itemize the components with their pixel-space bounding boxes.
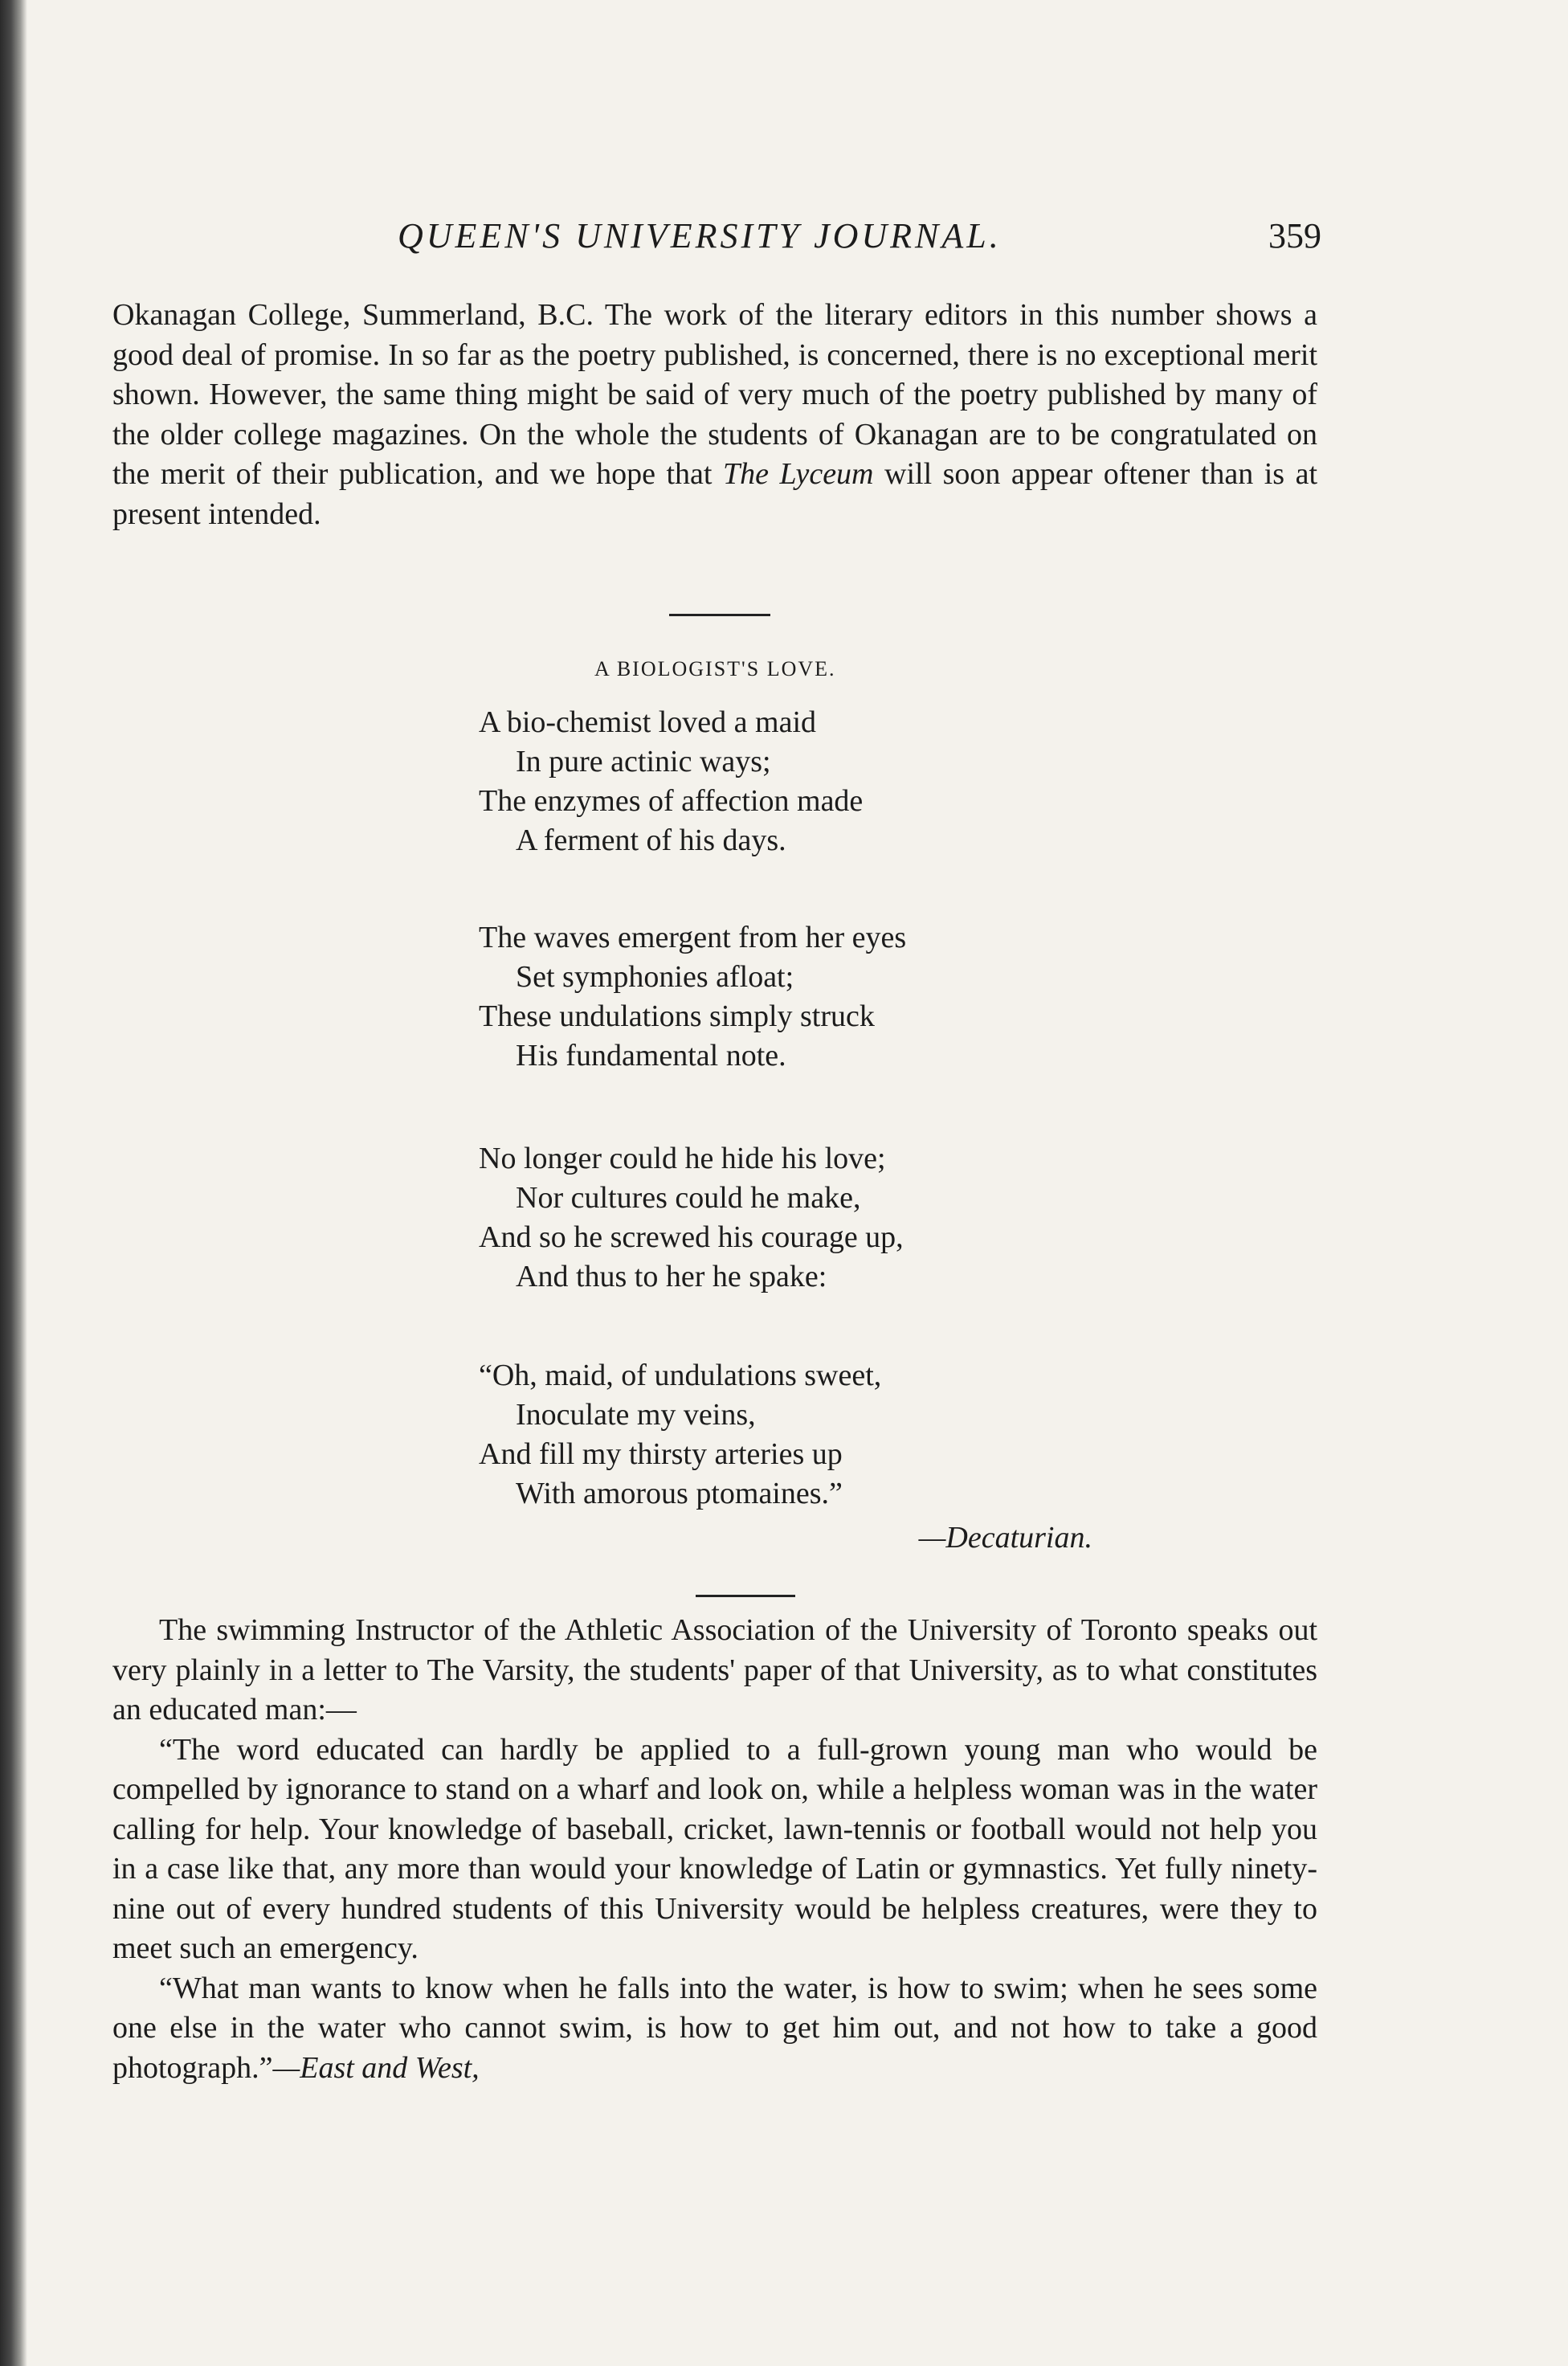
section-divider [669, 614, 770, 616]
poem-stanza [479, 918, 906, 1076]
poem-stanza [479, 703, 863, 860]
article-quote: “What man wants to know when he falls into the water, is how to swim; when he sees some one else in the water who cannot swim, is how to get him out, and not how to take a good photograph.” [112, 1971, 1317, 2085]
intro-text-after: will soon appear oftener than is at present intended. [112, 457, 1318, 531]
section-divider [696, 1595, 795, 1597]
poem-line: Nor cultures could he make, [516, 1181, 861, 1215]
poem-line: No longer could he hide his love; [479, 1142, 886, 1175]
poem-line: Set symphonies afloat; [516, 960, 794, 994]
poem-title: A BIOLOGIST'S LOVE. [594, 657, 836, 680]
journal-title: QUEEN'S UNIVERSITY JOURNAL. [398, 216, 1002, 255]
poem-stanza [479, 1356, 881, 1514]
poem-line: A ferment of his days. [516, 823, 786, 857]
poem-line: A bio-chemist loved a maid [479, 705, 817, 739]
intro-paragraph [112, 296, 1317, 534]
poem-line: His fundamental note. [516, 1039, 786, 1073]
poem-stanza [479, 1139, 904, 1297]
intro-paragraph-text [112, 296, 1317, 534]
poem-line: Inoculate my veins, [516, 1398, 756, 1432]
poem-line: “Oh, maid, of undulations sweet, [479, 1359, 882, 1392]
article-paragraph: The swimming Instructor of the Athletic Association of the University of Toronto speaks out very plainly in a letter to The Varsity, the students' paper of that University, as to what constitutes an educated man:— [112, 1613, 1317, 1726]
article-source: —East and West, [272, 2050, 480, 2085]
book-spine-shadow [0, 0, 27, 2366]
poem-attribution: —Decaturian. [918, 1521, 1092, 1555]
swimming-article [112, 1611, 1317, 2088]
running-head [398, 215, 1321, 264]
poem-line: And thus to her he spake: [516, 1260, 827, 1293]
article-paragraph: “The word educated can hardly be applied to a full-grown young man who would be compelled by ignorance to stand on a wharf and look on, while a helpless woman was in the water calling for help. Your knowledge of baseball, cricket, lawn-tennis or football would not help you in a case like that, any more than would your knowledge of Latin or gymnastics. Yet fully ninety-nine out of every hundred students of this University would be helpless creatures, were they to meet such an emergency. [112, 1732, 1317, 1965]
poem-line: And so he screwed his courage up, [479, 1220, 904, 1254]
poem-line: In pure actinic ways; [516, 745, 771, 778]
poem-line: With amorous ptomaines.” [516, 1477, 843, 1510]
intro-text-before: Okanagan College, Summerland, B.C. The work of the literary editors in this number shows a good deal of promise. In so far as the poetry published, is concerned, there is no exceptional merit shown. However, the same thing might be said of very much of the poetry published by many of the older college magazines. On the whole the students of Okanagan are to be congratulated on the merit of their publication, and we hope that [112, 298, 1317, 491]
page-number: 359 [1268, 216, 1321, 255]
poem-line: And fill my thirsty arteries up [479, 1437, 843, 1471]
poem-line: These undulations simply struck [479, 999, 875, 1033]
poem-line: The enzymes of affection made [479, 784, 864, 818]
poem-line: The waves emergent from her eyes [479, 921, 907, 954]
article-paragraph [112, 1969, 1317, 2089]
publication-name: The Lyceum [722, 457, 874, 491]
